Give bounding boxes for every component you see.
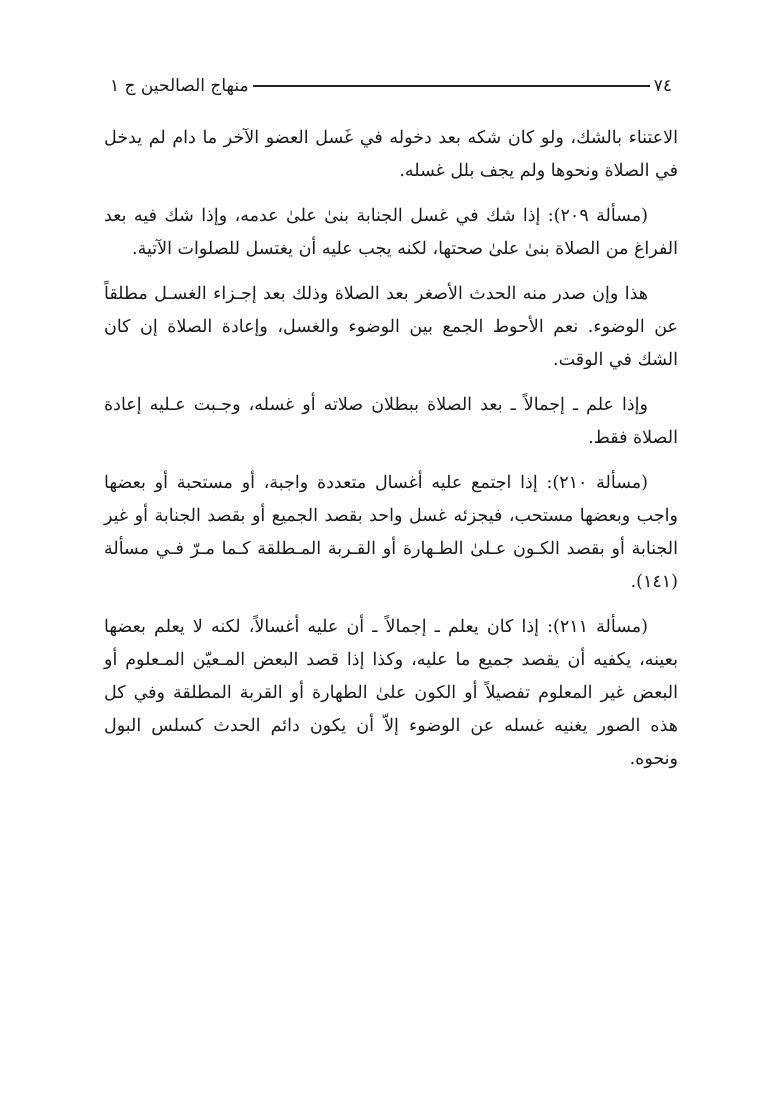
paragraph: وإذا علم ـ إجمالاً ـ بعد الصلاة ببطلان صلاته أو غسله، وجـبت عـليه إعادة الصلاة فقط. xyxy=(104,395,678,448)
page-body xyxy=(104,122,678,788)
page-number: ٧٤ xyxy=(653,76,672,96)
paragraph: الاعتناء بالشك، ولو كان شكه بعد دخوله في غَسل العضو الآخر ما دام لم يدخل في الصلاة ونحوها ولم يجف بلل غسله. xyxy=(104,128,678,181)
header-rule xyxy=(253,85,650,87)
running-header xyxy=(100,68,682,104)
paragraph-masala-210: (مسألة ٢١٠): إذا اجتمع عليه أغسال متعددة واجبة، أو مستحبة أو بعضها واجب وبعضها مستحب، فيجزئه غسل واحد بقصد الجميع أو بقصد الجنابة أو غير الجنابة أو بقصد الكـون عـلىٰ الطـهارة أو القـربة المـطلقة كـما مـرّ فـي مسألة (١٤١). xyxy=(104,473,678,592)
book-title: منهاج الصالحين ج ١ xyxy=(110,76,249,96)
paragraph-masala-209: (مسألة ٢٠٩): إذا شك في غسل الجنابة بنىٰ علىٰ عدمه، وإذا شك فيه بعد الفراغ من الصلاة بنىٰ علىٰ صحتها، لكنه يجب عليه أن يغتسل للصلوات الآتية. xyxy=(104,206,678,259)
paragraph-masala-211: (مسألة ٢١١): إذا كان يعلم ـ إجمالاً ـ أن عليه أغسالاً، لكنه لا يعلم بعضها بعينه، يكفيه أن يقصد جميع ما عليه، وكذا إذا قصد البعض المـعيّن المـعلوم أو البعض غير المعلوم تفصيلاً أو الكون علىٰ الطهارة أو القربة المطلقة وفي كل هذه الصور يغنيه غسله عن الوضوء إلاّ أن يكون دائم الحدث كسلس البول ونحوه. xyxy=(104,617,678,769)
paragraph: هذا وإن صدر منه الحدث الأصغر بعد الصلاة وذلك بعد إجـزاء الغسـل مطلقاً عن الوضوء. نعم الأحوط الجمع بين الوضوء والغسل، وإعادة الصلاة إن كان الشك في الوقت. xyxy=(104,284,678,370)
